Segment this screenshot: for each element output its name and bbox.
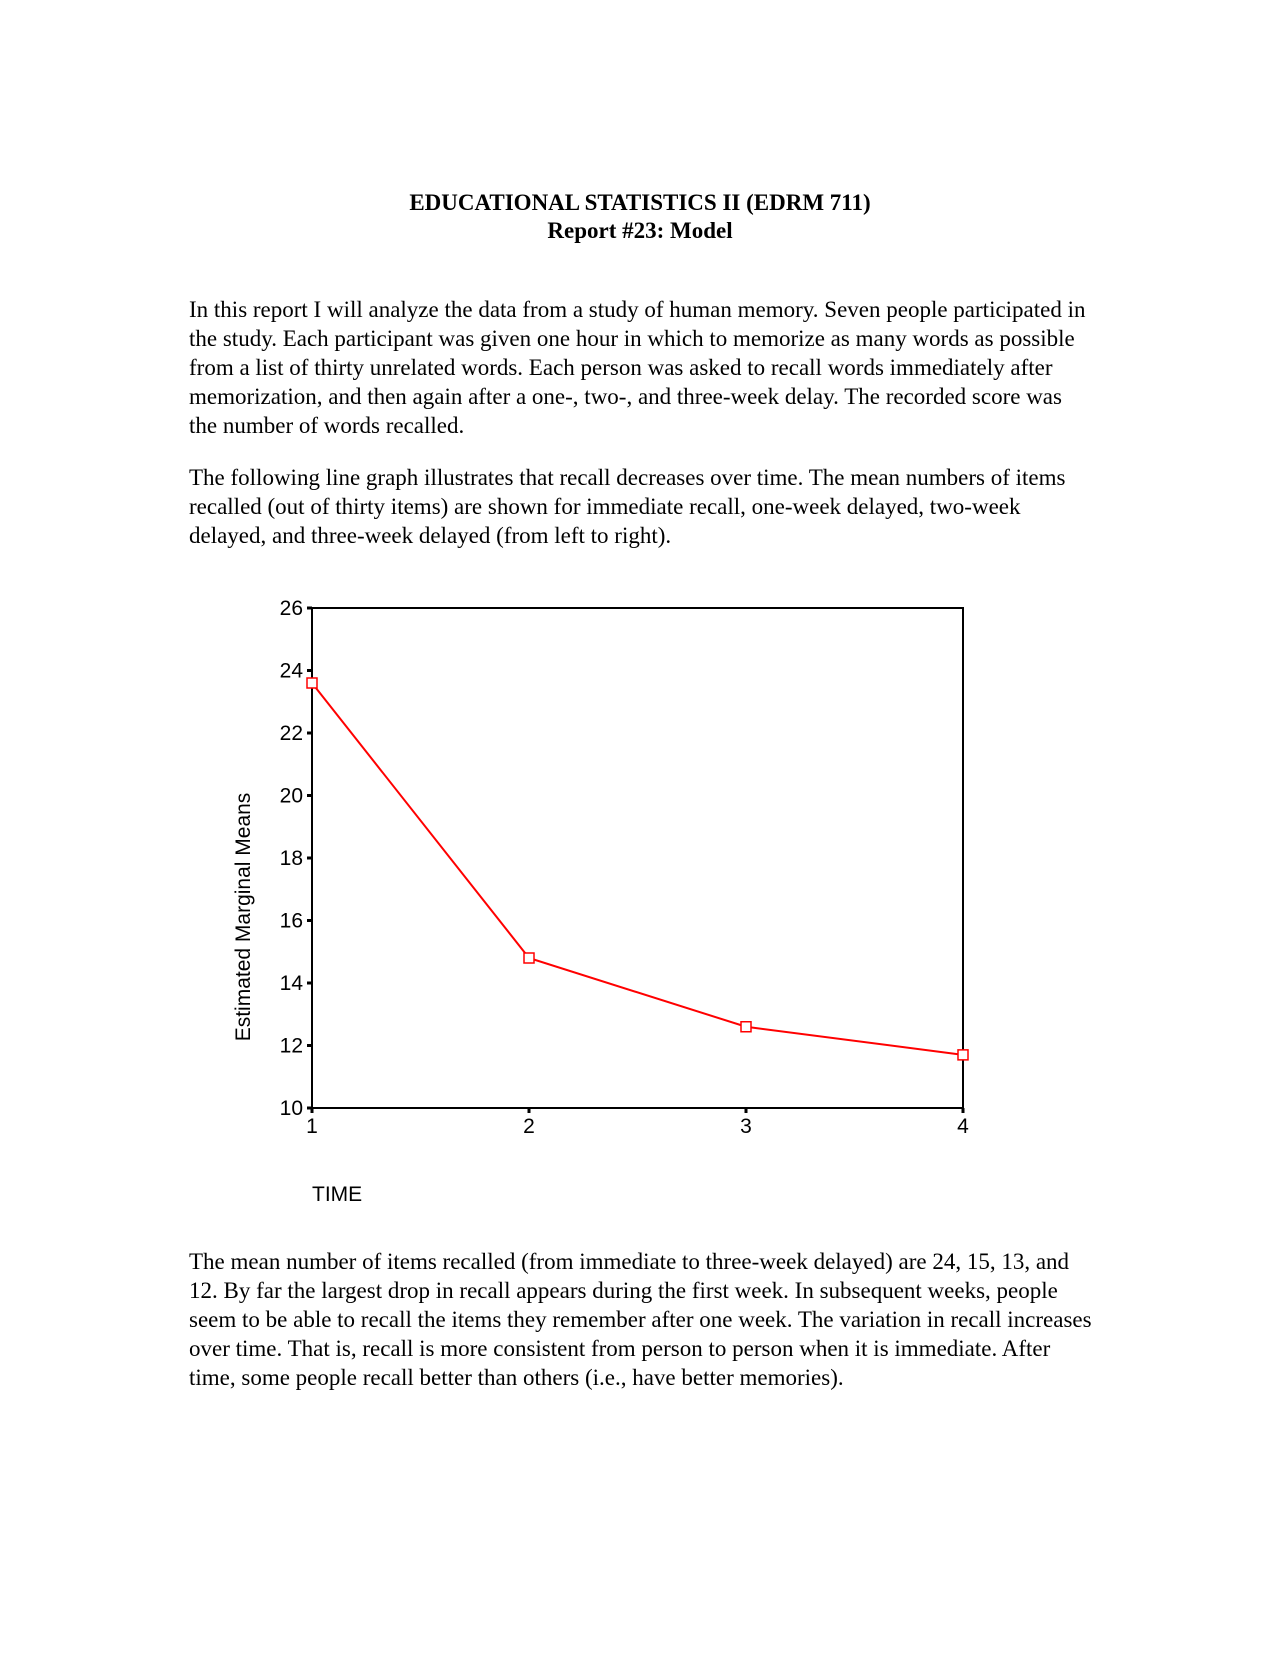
data-point-marker [307,678,317,688]
graph-description-paragraph: The following line graph illustrates that recall decreases over time. The mean numbers of items recalled (out of thirty items) are shown for immediate recall, one-week delayed, two-week delayed, and three-week delayed (from left to right). [189,465,1066,548]
x-tick-label: 2 [523,1115,535,1138]
intro-paragraph: In this report I will analyze the data from a study of human memory. Seven people participated in the study. Each participant was given one hour in which to memorize as many words as possible from a list of thirty unrelated words. Each person was asked to recall words immediately after memorization, and then again after a one-, two-, and three-week delay. The recorded score was the number of words recalled. [189,297,1086,438]
y-tick-label: 20 [279,784,303,808]
conclusion-paragraph: The mean number of items recalled (from immediate to three-week delayed) are 24, 15, 13, and 12. By far the largest drop in recall appears during the first week. In subsequent weeks, people seem to be able to recall the items they remember after one week. The variation in recall increases over time. That is, recall is more consistent from person to person when it is immediate. After time, some people recall better than others (i.e., have better memories). [189,1249,1092,1390]
y-tick-label: 10 [279,1097,303,1120]
y-axis-label: Estimated Marginal Means [232,792,255,1042]
series-line [312,683,963,1055]
data-point-marker [524,953,534,963]
y-tick-label: 26 [279,597,303,620]
data-point-marker [958,1050,968,1060]
y-tick-label: 16 [279,909,303,933]
x-tick-label: 4 [957,1115,969,1138]
y-tick-label: 22 [279,722,303,745]
y-tick-label: 18 [279,847,303,870]
x-tick-label: 1 [306,1115,318,1138]
y-tick-label: 24 [279,659,303,683]
x-axis-label: TIME [312,1183,363,1206]
x-tick-label: 3 [740,1115,752,1138]
y-tick-label: 14 [279,972,303,995]
document-title: EDUCATIONAL STATISTICS II (EDRM 711) [409,190,871,215]
y-tick-label: 12 [279,1034,303,1058]
plot-frame [312,608,963,1108]
report-subtitle: Report #23: Model [547,218,733,243]
data-point-marker [741,1022,751,1032]
